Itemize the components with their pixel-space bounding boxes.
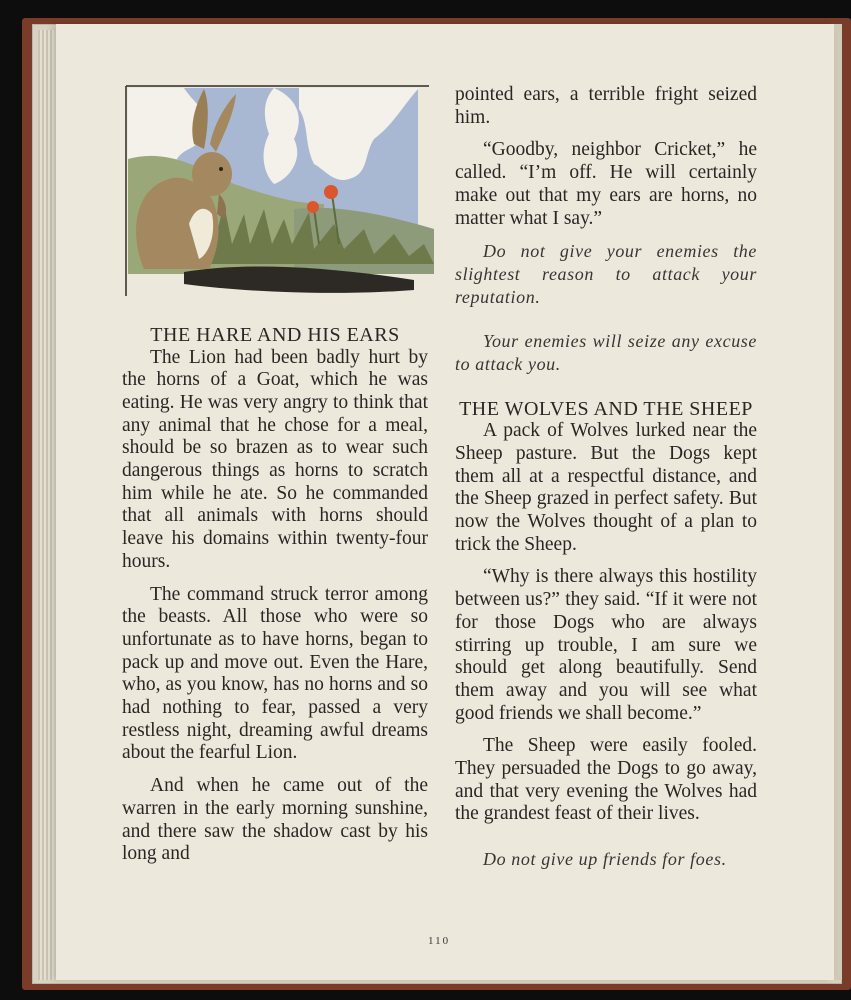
hare-illustration [124, 84, 440, 298]
page-number: 110 [428, 935, 451, 947]
paragraph: A pack of Wolves lurked near the Sheep pasture. But the Dogs kept them all at a respectful distance, and the Sheep grazed in perfect safety. But now the Wolves thought of a plan to trick the Sheep. [455, 420, 757, 555]
dialogue-paragraph: “Goodby, neighbor Cricket,” he called. “I’m off. He will certainly make out that my ears are horns, no matter what I say.” [455, 139, 757, 229]
paragraph: The command struck terror among the beasts. All those who were so unfortunate as to have horns, began to pack up and move out. Even the Hare, who, as you know, has no horns and so had nothing to fear, passed a very restless night, dreaming awful dreams about the fearful Lion. [122, 583, 428, 764]
paragraph: “Why is there always this hostility between us?” they said. “If it were not for those Dogs who are always stirring up trouble, I am sure we should get along beautifully. Send them away and you will see what good friends we shall become.” [455, 566, 757, 724]
moral-text: Do not give your enemies the slightest reason to attack your reputation. [455, 241, 757, 307]
left-column [122, 324, 428, 866]
moral-text: Do not give up friends for foes. [483, 849, 727, 870]
paragraph-continuation: pointed ears, a terrible fright seized him. [455, 84, 757, 128]
moral-text: Your enemies will seize any excuse to attack you. [455, 331, 757, 375]
story-title-hare: THE HARE AND HIS EARS [150, 324, 400, 346]
story-title-wolves: THE WOLVES AND THE SHEEP [459, 397, 753, 420]
right-column [455, 84, 757, 871]
paragraph: The Sheep were easily fooled. They persuaded the Dogs to go away, and that very evening the Wolves had the grandest feast of their lives. [455, 735, 757, 825]
page-edges [38, 30, 54, 980]
paragraph: The Lion had been badly hurt by the horns of a Goat, which he was eating. He was very angry to think that any animal that he chose for a meal, should be so brazen as to wear such dangerous things as horns to scratch him while he ate. So he commanded that all animals with horns should leave his domains within twenty-four hours. [122, 346, 428, 572]
paragraph: And when he came out of the warren in the early morning sunshine, and there saw the shadow cast by his long and [122, 775, 428, 865]
